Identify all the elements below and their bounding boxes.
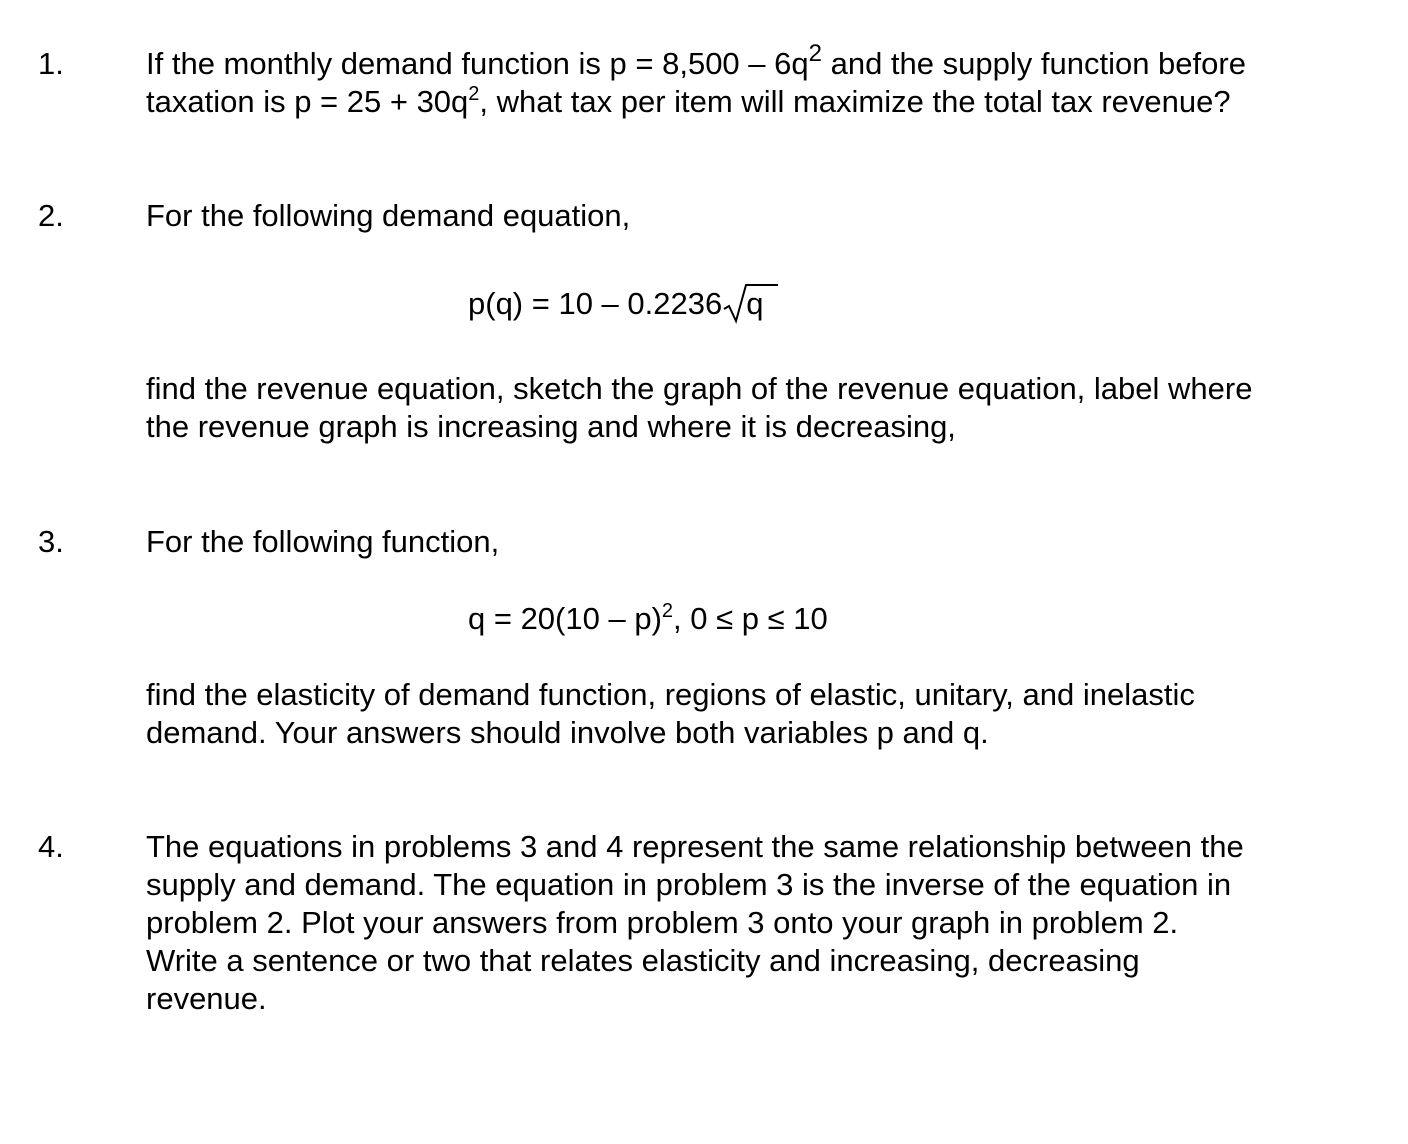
problem-1-line-2: taxation is $p = 25 + 30q^2$, what tax per item will maximize the total tax revenue? [146, 83, 1231, 119]
problem-4-line-3: problem 2. Plot your answers from problem 3 onto your graph in problem 2. [146, 905, 1179, 940]
problem-3-text [146, 676, 1376, 752]
problem-3-line-1: find the elasticity of demand function, regions of elastic, unitary, and inelastic [146, 677, 1195, 712]
problem-4-text [146, 828, 1376, 1018]
problem-3-line-2: demand. Your answers should involve both variables p and q. [146, 715, 989, 750]
problem-2-radicand: q [746, 286, 764, 321]
problem-3-number: 3. [38, 524, 64, 559]
problem-3-intro: For the following function, [146, 524, 500, 559]
problem-1-number: 1. [38, 46, 64, 81]
problem-2-equation-lhs: p(q) = 10 – 0.2236 [468, 286, 723, 321]
problem-2-intro: For the following demand equation, [146, 198, 631, 233]
problem-2-line-1: find the revenue equation, sketch the graph of the revenue equation, label where [146, 371, 1253, 406]
problem-2-line-2: the revenue graph is increasing and where it is decreasing, [146, 409, 956, 444]
problem-4-line-1: The equations in problems 3 and 4 represent the same relationship between the [146, 829, 1244, 864]
problem-2-equation [468, 285, 767, 323]
problem-2-number: 2. [38, 198, 64, 233]
problem-1-text [146, 40, 1376, 121]
problem-4-line-4: Write a sentence or two that relates elasticity and increasing, decreasing [146, 943, 1140, 978]
radical-sign-icon [722, 281, 778, 325]
square-root [722, 285, 767, 323]
problem-2-text [146, 370, 1376, 446]
problem-4-number: 4. [38, 829, 64, 864]
problem-1-line-1: If the monthly demand function is $p = 8,500 - 6q^2$ and the supply function before [146, 40, 1246, 81]
problem-3-equation: q = 20(10 – p)$^2$, 0 ≤ p ≤ 10 [468, 600, 828, 636]
problem-4-line-2: supply and demand. The equation in problem 3 is the inverse of the equation in [146, 867, 1232, 902]
problem-4-line-5: revenue. [146, 981, 267, 1016]
